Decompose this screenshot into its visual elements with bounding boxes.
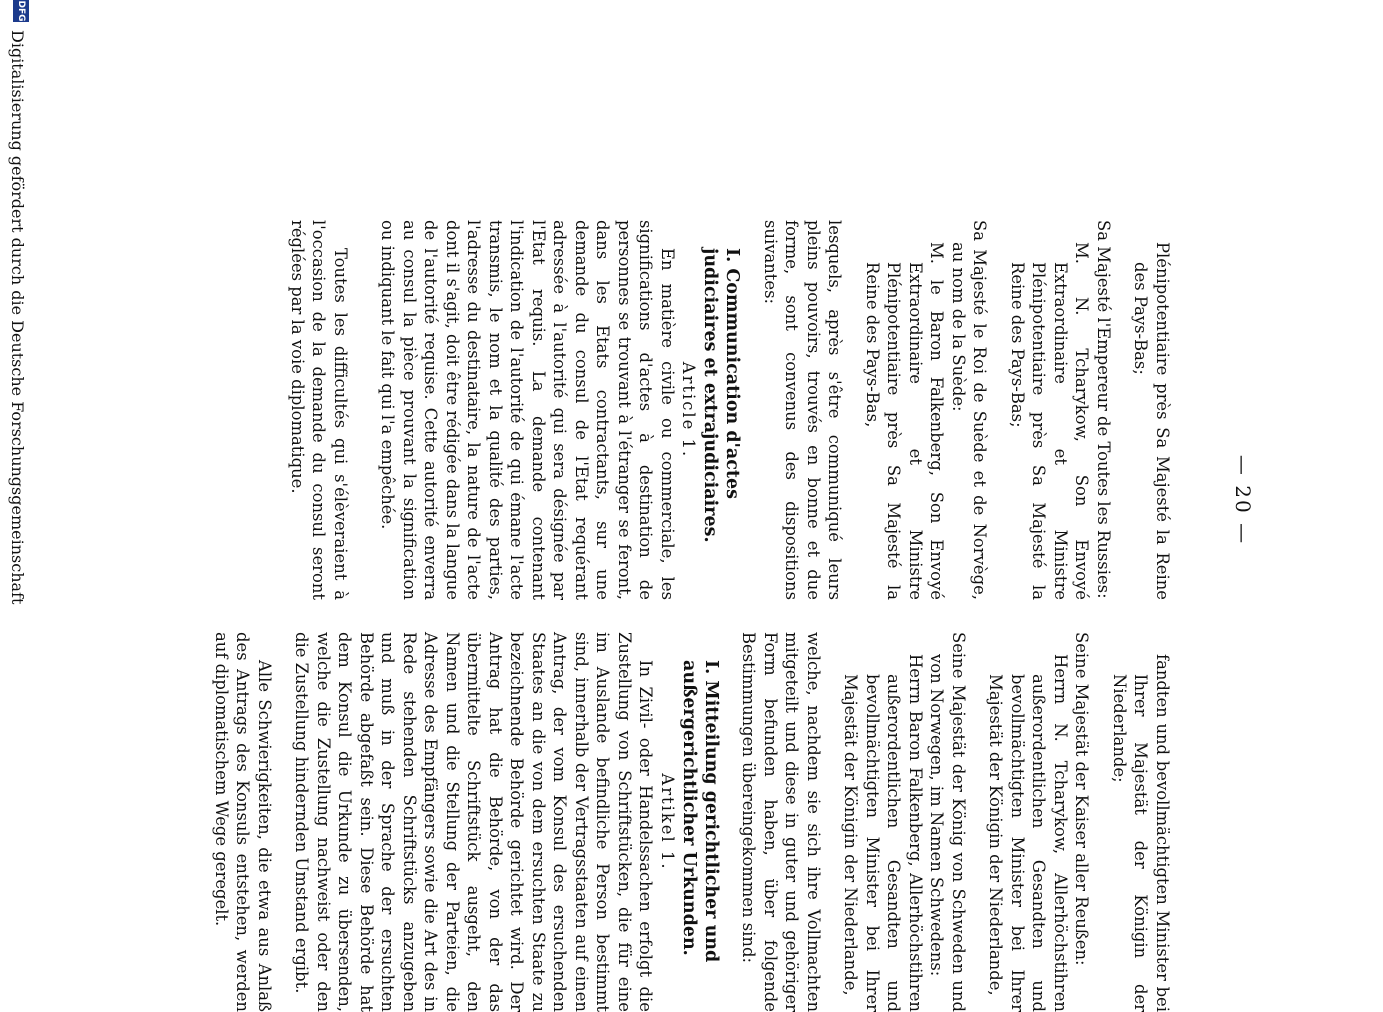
german-paragraph: Seine Majestät der König von Schweden und von Norwegen, im Namen Schwedens: <box>927 632 968 1012</box>
digitization-credit <box>7 0 29 1000</box>
credit-text: Digitalisierung gefördert durch die Deutsche Forschungsgemeinschaft <box>8 30 27 605</box>
german-paragraph: Herrn Baron Falkenberg, Allerhöchstihren außerordentlichen Gesandten und bevollmächtigten Minister bei Ihrer Majestät der Königin der Niederlande, <box>841 654 925 1012</box>
german-paragraph: Alle Schwierigkeiten, die etwa aus Anlaß des Antrags des Konsuls entstehen, werden auf diplomatischem Wege geregelt. <box>212 632 274 1012</box>
french-paragraph: Sa Majesté l'Empereur de Toutes les Russies: <box>1094 220 1113 599</box>
french-section-heading: I. Communication d'actes judiciaires et extrajudiciaires. <box>700 248 743 543</box>
dfg-logo: DFG <box>13 0 29 22</box>
french-paragraph: lesquels, après s'être communiqué leurs pleins pouvoirs, trouvés en bonne et due forme, sont convenus des dispositions suivantes: <box>761 220 845 600</box>
german-paragraph: Herrn N. Tcharykow, Allerhöchstihren außerordentlichen Gesandten und bevollmächtigten Minister bei Ihrer Majestät der Königin der Niederlande, <box>986 654 1070 1012</box>
german-paragraph: In Zivil- oder Handelssachen erfolgt die Zustellung von Schriftstücken, die für eine im Auslande befindliche Person bestimmt sind, innerhalb der Vertragsstaaten auf einen Antrag, der vom Konsul des ersuchenden Staates an die von dem ersuchten Staate zu bezeichnende Behörde gerichtet wird. Der Antrag hat die Behörde, von der das übermittelte Schriftstück ausgeht, den Namen und die Stellung der Parteien, die Adresse des Empfängers sowie die Art des in Rede stehenden Schriftstücks anzugeben und muß in der Sprache der ersuchten Behörde abgefaßt sein. Diese Behörde hat dem Konsul die Urkunde zu übersenden, welche die Zustellung nachweist oder den die Zustellung hindernden Umstand ergibt. <box>292 632 656 1012</box>
french-paragraph: Toutes les difficultés qui s'élèveraient à l'occasion de la demande du consul seront réglées par la voie diplomatique. <box>288 220 350 600</box>
german-section-heading: I. Mitteilung gerichtlicher und außergerichtlicher Urkunden. <box>679 660 721 963</box>
french-paragraph: Plénipotentiaire près Sa Majesté la Reine des Pays-Bas; <box>1131 242 1172 600</box>
page-number: — 20 — <box>1231 454 1255 546</box>
french-paragraph: En matière civile ou commerciale, les significations d'actes à destination de personnes se trouvant à l'étranger se feront, dans les Etats contractants, sur une demande du consul de l'Etat requérant adressée à l'autorité qui sera désignée par l'Etat requis. La demande contenant l'indication de l'autorité de qui émane l'acte transmis, le nom et la qualité des parties, l'adresse du destinataire, la nature de l'acte dont il s'agit, doit être rédigée dans la langue de l'autorité requise. Cette autorité enverra au consul la pièce prouvant la signification ou indiquant le fait qui l'a empêchée. <box>378 220 677 600</box>
french-paragraph: M. N. Tcharykow, Son Envoyé Extraordinaire et Ministre Plénipotentiaire près Sa Majesté la Reine des Pays-Bas; <box>1008 242 1092 600</box>
german-article-title: Artikel 1. <box>658 773 677 871</box>
german-paragraph: welche, nachdem sie sich ihre Vollmachten mitgeteilt und diese in guter und gehöriger Form befunden haben, über folgende Bestimmungen übereingekommen sind: <box>739 632 823 1012</box>
french-article-title: Article 1. <box>679 361 699 459</box>
german-column <box>211 632 1174 1012</box>
french-paragraph: M. le Baron Falkenberg, Son Envoyé Extraordinaire et Ministre Plénipotentiaire près Sa Majesté la Reine des Pays-Bas, <box>863 242 947 600</box>
french-column <box>287 220 1174 600</box>
french-paragraph: Sa Majesté le Roi de Suède et de Norvège, au nom de la Suède: <box>949 220 990 600</box>
german-paragraph: Seine Majestät der Kaiser aller Reußen: <box>1072 632 1092 966</box>
german-paragraph: fandten und bevollmächtigten Minister bei Ihrer Majestät der Königin der Niederlande; <box>1110 654 1172 1012</box>
